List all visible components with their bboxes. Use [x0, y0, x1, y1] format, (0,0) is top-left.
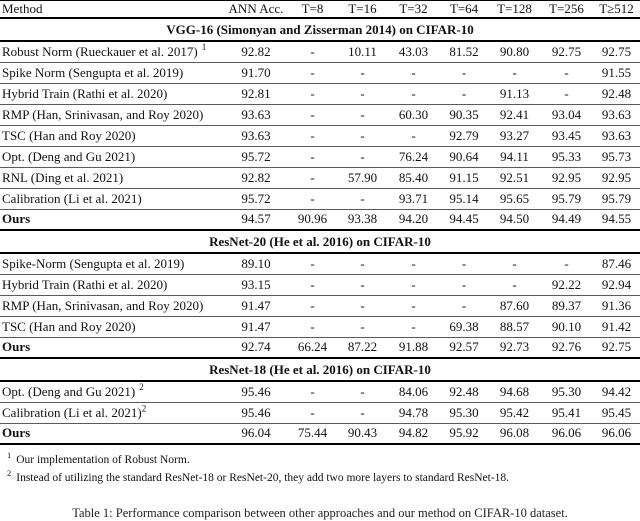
method-label: Ours: [2, 211, 31, 227]
table-caption: Table 1: Performance comparison between other approaches and our method on CIFAR-10 dataset.: [72, 506, 568, 520]
method-cell: [0, 337, 224, 358]
value-cell: 92.73: [499, 339, 530, 355]
value-cell: 69.38: [449, 318, 479, 334]
value-cell: -: [310, 276, 315, 292]
value-cell: 95.30: [449, 404, 479, 420]
value-cell: 92.76: [551, 339, 582, 355]
table-row: [0, 209, 640, 230]
value-cell: 96.04: [241, 425, 271, 441]
method-cell: [0, 62, 224, 83]
footnote-marker: 2: [141, 403, 147, 414]
method-label: RMP (Han, Srinivasan, and Roy 2020): [2, 106, 204, 122]
value-cell: 93.63: [241, 106, 271, 122]
value-cell: -: [512, 255, 517, 271]
footnote-1-text: Our implementation of Robust Norm.: [16, 453, 190, 466]
value-cell: 93.38: [347, 211, 378, 227]
value-cell: -: [310, 148, 315, 164]
value-cell: -: [360, 318, 365, 334]
table-row: [0, 337, 640, 358]
value-cell: 95.72: [241, 148, 271, 164]
value-cell: 92.75: [601, 339, 632, 355]
value-cell: 90.96: [297, 211, 328, 227]
value-cell: -: [411, 127, 416, 143]
value-cell: 95.30: [551, 383, 582, 399]
table-row: [0, 188, 640, 209]
value-cell: -: [360, 404, 365, 420]
value-cell: -: [310, 169, 315, 185]
value-cell: 66.24: [297, 339, 328, 355]
method-label: TSC (Han and Roy 2020): [2, 318, 136, 334]
value-cell: -: [310, 106, 315, 122]
value-cell: 10.11: [348, 43, 377, 59]
table-row: [0, 316, 640, 337]
value-cell: -: [310, 404, 315, 420]
value-cell: 92.57: [449, 339, 479, 355]
value-cell: 96.08: [499, 425, 530, 441]
footnote-2: [7, 467, 640, 485]
footnote-marker: 2: [139, 382, 144, 393]
value-cell: 90.64: [449, 148, 479, 164]
method-label: Hybrid Train (Rathi et al. 2020): [2, 276, 168, 292]
value-cell: 89.37: [551, 297, 582, 313]
value-cell: -: [310, 43, 315, 59]
value-cell: 95.14: [449, 190, 479, 206]
method-cell: [0, 125, 224, 146]
column-header-t8: T=8: [301, 1, 324, 16]
value-cell: 94.57: [241, 211, 271, 227]
value-cell: 92.75: [601, 43, 632, 59]
value-cell: 96.06: [551, 425, 582, 441]
value-cell: 93.71: [398, 190, 429, 206]
value-cell: -: [512, 276, 517, 292]
value-cell: 90.80: [499, 43, 530, 59]
value-cell: 94.78: [398, 404, 429, 420]
table-row: [0, 62, 640, 83]
section-title: ResNet-20 (He et al. 2016) on CIFAR-10: [209, 233, 431, 249]
table-row: [0, 423, 640, 444]
value-cell: -: [411, 255, 416, 271]
value-cell: 89.10: [241, 255, 271, 271]
value-cell: -: [411, 85, 416, 101]
value-cell: 92.94: [601, 276, 632, 292]
value-cell: 94.82: [398, 425, 429, 441]
value-cell: 94.42: [601, 383, 632, 399]
method-label: Robust Norm (Rueckauer et al. 2017): [2, 43, 198, 59]
table-row: [0, 41, 640, 62]
value-cell: 95.92: [449, 425, 479, 441]
method-label: Spike Norm (Sengupta et al. 2019): [2, 64, 184, 80]
value-cell: 90.35: [449, 106, 479, 122]
value-cell: 95.41: [551, 404, 582, 420]
method-cell: [0, 423, 224, 444]
method-cell: [0, 209, 224, 230]
header-row: [0, 1, 640, 19]
value-cell: -: [411, 64, 416, 80]
footnote-marker: 1: [201, 42, 207, 53]
value-cell: -: [360, 64, 365, 80]
method-label: TSC (Han and Roy 2020): [2, 127, 136, 143]
value-cell: 95.79: [601, 190, 632, 206]
value-cell: -: [310, 383, 315, 399]
value-cell: -: [461, 64, 467, 80]
value-cell: 87.60: [499, 297, 530, 313]
method-label: Opt. (Deng and Gu 2021): [2, 383, 136, 399]
value-cell: -: [310, 64, 315, 80]
value-cell: 92.51: [499, 169, 530, 185]
footnote-2-marker: 2: [7, 468, 12, 479]
value-cell: 87.22: [347, 339, 378, 355]
value-cell: 57.90: [347, 169, 378, 185]
value-cell: 92.95: [551, 169, 582, 185]
method-cell: [0, 381, 224, 402]
value-cell: 95.79: [551, 190, 582, 206]
value-cell: 95.33: [551, 148, 582, 164]
footnote-1: [7, 449, 640, 467]
column-header-t32: T=32: [399, 1, 428, 16]
value-cell: -: [310, 127, 315, 143]
value-cell: 95.72: [241, 190, 271, 206]
column-header-t64: T=64: [449, 1, 479, 16]
method-cell: [0, 83, 224, 104]
value-cell: 93.45: [551, 127, 582, 143]
value-cell: 88.57: [499, 318, 530, 334]
method-label: Hybrid Train (Rathi et al. 2020): [2, 85, 168, 101]
value-cell: 92.81: [241, 85, 271, 101]
value-cell: -: [310, 190, 315, 206]
value-cell: 43.03: [398, 43, 429, 59]
footnote-1-marker: 1: [7, 450, 12, 460]
method-cell: [0, 274, 224, 295]
section-header-row: [0, 358, 640, 381]
table-row: [0, 381, 640, 402]
table-row: [0, 146, 640, 167]
value-cell: -: [564, 85, 569, 101]
value-cell: 93.63: [601, 106, 632, 122]
value-cell: 94.45: [449, 211, 479, 227]
value-cell: -: [360, 276, 365, 292]
value-cell: -: [411, 276, 416, 292]
table-row: [0, 274, 640, 295]
value-cell: -: [461, 85, 467, 101]
value-cell: -: [360, 190, 365, 206]
footnote-2-text: Instead of utilizing the standard ResNet-18 or ResNet-20, they add two more layers to standard ResNet-18.: [16, 472, 510, 485]
value-cell: 93.04: [551, 106, 582, 122]
value-cell: 93.27: [499, 127, 530, 143]
method-label: Ours: [2, 425, 31, 441]
value-cell: 94.20: [398, 211, 429, 227]
value-cell: 93.63: [601, 127, 632, 143]
value-cell: -: [360, 297, 365, 313]
method-cell: [0, 316, 224, 337]
value-cell: 87.46: [601, 255, 632, 271]
value-cell: -: [360, 106, 365, 122]
value-cell: 95.42: [499, 404, 530, 420]
column-header-t256: T=256: [549, 1, 584, 16]
value-cell: 95.46: [241, 383, 271, 399]
value-cell: 91.47: [241, 297, 271, 313]
method-cell: [0, 253, 224, 274]
value-cell: 93.15: [241, 276, 271, 292]
value-cell: -: [564, 64, 569, 80]
value-cell: 92.22: [551, 276, 582, 292]
value-cell: 91.70: [241, 64, 271, 80]
column-header-t512: T≥512: [599, 1, 634, 16]
value-cell: 92.74: [241, 339, 271, 355]
method-cell: [0, 41, 224, 62]
value-cell: 95.45: [601, 404, 632, 420]
method-label: RNL (Ding et al. 2021): [2, 169, 124, 185]
value-cell: 94.11: [500, 148, 529, 164]
value-cell: -: [310, 85, 315, 101]
value-cell: 92.75: [551, 43, 582, 59]
value-cell: 94.50: [499, 211, 530, 227]
table-row: [0, 402, 640, 423]
value-cell: 91.88: [398, 339, 429, 355]
value-cell: -: [411, 297, 416, 313]
value-cell: 92.82: [241, 43, 271, 59]
value-cell: 91.47: [241, 318, 271, 334]
table-row: [0, 125, 640, 146]
column-header-t128: T=128: [497, 1, 532, 16]
value-cell: -: [461, 276, 467, 292]
method-cell: [0, 188, 224, 209]
value-cell: 94.49: [551, 211, 582, 227]
value-cell: 92.48: [449, 383, 479, 399]
table-row: [0, 253, 640, 274]
value-cell: 92.41: [499, 106, 530, 122]
method-cell: [0, 402, 224, 423]
value-cell: 92.82: [241, 169, 271, 185]
method-label: Calibration (Li et al. 2021): [2, 404, 142, 420]
value-cell: -: [564, 255, 569, 271]
value-cell: 92.48: [601, 85, 632, 101]
value-cell: 91.13: [499, 85, 530, 101]
value-cell: 94.55: [601, 211, 632, 227]
value-cell: 60.30: [398, 106, 429, 122]
section-title: VGG-16 (Simonyan and Zisserman 2014) on CIFAR-10: [166, 21, 474, 37]
value-cell: 95.46: [241, 404, 271, 420]
table-row: [0, 167, 640, 188]
section-title: ResNet-18 (He et al. 2016) on CIFAR-10: [209, 361, 431, 377]
table-row: [0, 104, 640, 125]
column-header-annacc: ANN Acc.: [228, 1, 284, 16]
value-cell: -: [360, 127, 365, 143]
method-cell: [0, 167, 224, 188]
value-cell: 92.95: [601, 169, 632, 185]
method-label: Spike-Norm (Sengupta et al. 2019): [2, 255, 185, 271]
method-cell: [0, 146, 224, 167]
section-header-row: [0, 230, 640, 253]
value-cell: -: [360, 255, 365, 271]
value-cell: 91.15: [449, 169, 479, 185]
column-header-t16: T=16: [348, 1, 377, 16]
value-cell: 94.68: [499, 383, 530, 399]
method-label: Opt. (Deng and Gu 2021): [2, 148, 136, 164]
value-cell: 95.65: [499, 190, 530, 206]
value-cell: -: [461, 297, 467, 313]
value-cell: -: [310, 318, 315, 334]
value-cell: 90.10: [551, 318, 582, 334]
footnotes: [7, 449, 640, 486]
table-row: [0, 83, 640, 104]
value-cell: -: [360, 148, 365, 164]
method-label: Ours: [2, 339, 31, 355]
value-cell: -: [360, 383, 365, 399]
value-cell: 91.42: [601, 318, 632, 334]
section-header-row: [0, 18, 640, 41]
value-cell: 92.79: [449, 127, 479, 143]
method-cell: [0, 104, 224, 125]
value-cell: -: [512, 64, 517, 80]
method-label: Calibration (Li et al. 2021): [2, 190, 142, 206]
table-row: [0, 295, 640, 316]
value-cell: 76.24: [398, 148, 429, 164]
value-cell: 75.44: [297, 425, 328, 441]
value-cell: 91.36: [601, 297, 632, 313]
value-cell: 96.06: [601, 425, 632, 441]
value-cell: -: [360, 85, 365, 101]
value-cell: -: [411, 318, 416, 334]
value-cell: 90.43: [347, 425, 378, 441]
value-cell: -: [461, 255, 467, 271]
value-cell: 95.73: [601, 148, 632, 164]
column-header-method: Method: [2, 1, 43, 16]
value-cell: -: [310, 255, 315, 271]
value-cell: 93.63: [241, 127, 271, 143]
value-cell: 91.55: [601, 64, 632, 80]
method-label: RMP (Han, Srinivasan, and Roy 2020): [2, 297, 204, 313]
value-cell: 84.06: [398, 383, 429, 399]
value-cell: -: [310, 297, 315, 313]
value-cell: 81.52: [449, 43, 479, 59]
method-cell: [0, 295, 224, 316]
value-cell: 85.40: [398, 169, 429, 185]
